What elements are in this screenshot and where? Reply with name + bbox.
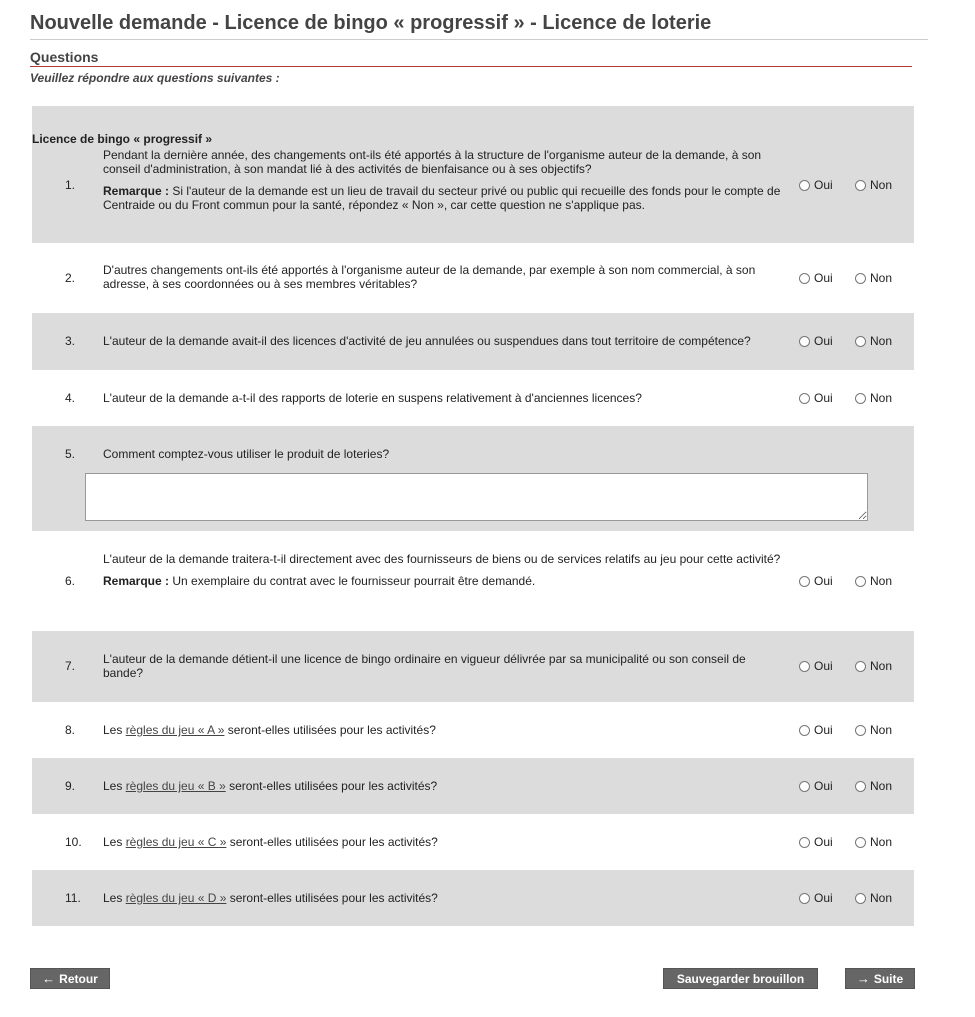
arrow-right-icon: →: [856, 971, 870, 986]
no-label: Non: [870, 178, 893, 192]
question-number: 1.: [65, 178, 76, 192]
radio-icon[interactable]: [799, 893, 810, 904]
q4-no-option[interactable]: [855, 391, 892, 405]
radio-icon[interactable]: [799, 273, 810, 284]
game-rules-b-link[interactable]: règles du jeu « B »: [125, 779, 226, 793]
yes-label: Oui: [814, 334, 833, 348]
page-title: Nouvelle demande - Licence de bingo « progressif » - Licence de loterie: [30, 12, 712, 34]
question-row-2: [32, 243, 914, 313]
yes-label: Oui: [814, 723, 833, 737]
question-number: 10.: [65, 835, 82, 849]
question-suffix: seront-elles utilisées pour les activités?: [225, 779, 438, 793]
question-number: 8.: [65, 723, 76, 737]
radio-icon[interactable]: [855, 725, 866, 736]
no-label: Non: [870, 271, 893, 285]
q1-yes-option[interactable]: [799, 178, 833, 192]
radio-icon[interactable]: [855, 180, 866, 191]
questions-table: [32, 106, 914, 926]
question-number: 5.: [65, 447, 76, 461]
question-label: [103, 723, 783, 737]
question-prefix: Les: [103, 891, 126, 905]
q10-no-option[interactable]: [855, 835, 892, 849]
q3-yes-option[interactable]: [799, 334, 833, 348]
remark-text: Si l'auteur de la demande est un lieu de travail du secteur privé ou public qui recueille des fonds pour le compte de Centraide ou du Front commun pour la santé, répondez « Non », car cette question ne s'applique pas.: [103, 184, 781, 212]
no-label: Non: [870, 574, 893, 588]
question-number: 6.: [65, 574, 76, 588]
yes-label: Oui: [814, 271, 833, 285]
question-label: L'auteur de la demande traitera-t-il directement avec des fournisseurs de biens ou de services relatifs au jeu pour cette activité?: [103, 552, 781, 566]
title-divider: [30, 39, 928, 40]
group-heading: Licence de bingo « progressif »: [32, 132, 213, 146]
question-prefix: Les: [103, 835, 126, 849]
question-label: L'auteur de la demande a-t-il des rapports de loterie en suspens relativement à d'anciennes licences?: [103, 391, 642, 405]
save-draft-label: Sauvegarder brouillon: [676, 971, 805, 986]
question-label: [103, 835, 783, 849]
radio-icon[interactable]: [799, 661, 810, 672]
q9-no-option[interactable]: [855, 779, 892, 793]
next-button[interactable]: [845, 968, 915, 989]
radio-icon[interactable]: [799, 781, 810, 792]
q3-no-option[interactable]: [855, 334, 892, 348]
no-label: Non: [870, 659, 893, 673]
question-number: 11.: [65, 891, 81, 905]
radio-icon[interactable]: [799, 576, 810, 587]
game-rules-d-link[interactable]: règles du jeu « D »: [125, 891, 227, 905]
q1-no-option[interactable]: [855, 178, 892, 192]
no-label: Non: [870, 779, 893, 793]
q8-yes-option[interactable]: [799, 723, 833, 737]
yes-label: Oui: [814, 835, 833, 849]
question-label: L'auteur de la demande avait-il des licences d'activité de jeu annulées ou suspendues dans tout territoire de compétence?: [103, 334, 751, 348]
proceeds-use-textarea[interactable]: [85, 473, 868, 521]
yes-label: Oui: [814, 779, 833, 793]
section-divider: [30, 66, 912, 67]
game-rules-c-link[interactable]: règles du jeu « C »: [125, 835, 227, 849]
q7-yes-option[interactable]: [799, 659, 833, 673]
question-row-7: [32, 631, 914, 702]
question-remark: [103, 574, 783, 588]
question-number: 3.: [65, 334, 76, 348]
arrow-left-icon: ←: [42, 971, 56, 986]
question-number: 9.: [65, 779, 76, 793]
radio-icon[interactable]: [855, 336, 866, 347]
question-row-1: [32, 106, 914, 243]
question-label: L'auteur de la demande détient-il une licence de bingo ordinaire en vigueur délivrée par sa municipalité ou son conseil de bande?: [103, 652, 746, 680]
question-text: [103, 552, 783, 588]
question-suffix: seront-elles utilisées pour les activités?: [224, 723, 436, 737]
yes-label: Oui: [814, 178, 833, 192]
next-label: Suite: [873, 971, 904, 986]
question-label: Pendant la dernière année, des changements ont-ils été apportés à la structure de l'organisme auteur de la demande, à son conseil d'administration, à son mandat lié à des activités de bienfaisance ou à ses objectifs?: [103, 148, 762, 176]
q11-no-option[interactable]: [855, 891, 892, 905]
question-label: [103, 779, 783, 793]
radio-icon[interactable]: [799, 180, 810, 191]
yes-label: Oui: [814, 659, 833, 673]
no-label: Non: [870, 835, 893, 849]
remark-text: Un exemplaire du contrat avec le fournisseur pourrait être demandé.: [172, 574, 536, 588]
radio-icon[interactable]: [799, 336, 810, 347]
q4-yes-option[interactable]: [799, 391, 833, 405]
radio-icon[interactable]: [855, 273, 866, 284]
question-row-6: [32, 531, 914, 631]
question-row-4: [32, 370, 914, 426]
question-remark: [103, 184, 783, 212]
question-number: 7.: [65, 659, 76, 673]
no-label: Non: [870, 723, 893, 737]
question-label: Comment comptez-vous utiliser le produit de loteries?: [103, 447, 390, 461]
q10-yes-option[interactable]: [799, 835, 833, 849]
yes-label: Oui: [814, 891, 833, 905]
question-text: [103, 148, 783, 212]
radio-icon[interactable]: [799, 393, 810, 404]
radio-icon[interactable]: [855, 781, 866, 792]
question-prefix: Les: [103, 723, 126, 737]
question-label: D'autres changements ont-ils été apportés à l'organisme auteur de la demande, par exemple à son nom commercial, à son adresse, à ses coordonnées ou à ses membres véritables?: [103, 263, 756, 291]
question-row-8: [32, 702, 914, 758]
yes-label: Oui: [814, 391, 833, 405]
radio-icon[interactable]: [799, 837, 810, 848]
section-heading: Questions: [30, 49, 99, 65]
q7-no-option[interactable]: [855, 659, 892, 673]
no-label: Non: [870, 334, 893, 348]
question-label: [103, 891, 783, 905]
game-rules-a-link[interactable]: règles du jeu « A »: [125, 723, 225, 737]
yes-label: Oui: [814, 574, 833, 588]
remark-label: Remarque :: [103, 184, 170, 198]
radio-icon[interactable]: [855, 576, 866, 587]
q2-no-option[interactable]: [855, 271, 892, 285]
back-label: Retour: [59, 971, 98, 986]
instruction-text: Veuillez répondre aux questions suivantes :: [30, 71, 280, 85]
question-row-3: [32, 313, 914, 370]
radio-icon[interactable]: [799, 725, 810, 736]
radio-icon[interactable]: [855, 661, 866, 672]
question-row-5: [32, 426, 914, 531]
question-number: 4.: [65, 391, 76, 405]
question-suffix: seront-elles utilisées pour les activités?: [226, 891, 438, 905]
question-row-9: [32, 758, 914, 814]
question-row-11: [32, 870, 914, 926]
q6-yes-option[interactable]: [799, 574, 833, 588]
question-prefix: Les: [103, 779, 126, 793]
no-label: Non: [870, 891, 893, 905]
save-draft-button[interactable]: [663, 968, 818, 989]
question-number: 2.: [65, 271, 76, 285]
radio-icon[interactable]: [855, 393, 866, 404]
radio-icon[interactable]: [855, 893, 866, 904]
q9-yes-option[interactable]: [799, 779, 833, 793]
q11-yes-option[interactable]: [799, 891, 833, 905]
remark-label: Remarque :: [103, 574, 170, 588]
q8-no-option[interactable]: [855, 723, 892, 737]
question-suffix: seront-elles utilisées pour les activités?: [226, 835, 438, 849]
q6-no-option[interactable]: [855, 574, 892, 588]
no-label: Non: [870, 391, 893, 405]
question-row-10: [32, 814, 914, 870]
back-button[interactable]: [30, 968, 110, 989]
q2-yes-option[interactable]: [799, 271, 833, 285]
radio-icon[interactable]: [855, 837, 866, 848]
